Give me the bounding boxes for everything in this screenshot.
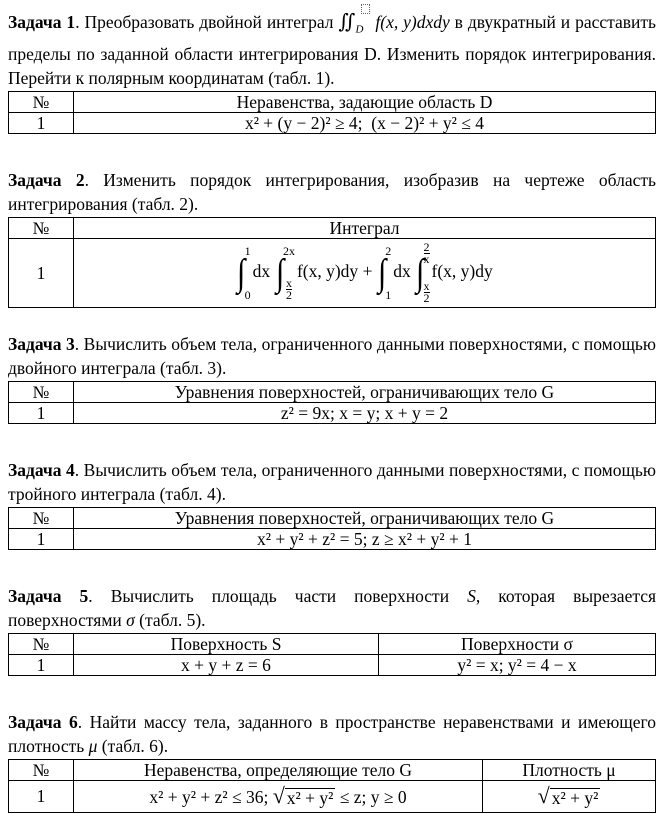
denominator: 2: [423, 290, 430, 305]
integral-3: ∫ 2 1: [377, 243, 392, 302]
row-surfaces-sigma: y² = x; y² = 4 − x: [379, 654, 656, 675]
header-equations: Уравнения поверхностей, ограничивающих тело G: [74, 381, 656, 402]
row-formula: [74, 238, 656, 307]
numerator: 2: [423, 239, 430, 254]
table-2: [8, 217, 656, 308]
symbol-sigma: σ: [126, 609, 135, 630]
row-density: [483, 780, 656, 812]
task-1-text: [8, 4, 656, 90]
task-2-title: Задача 2: [8, 169, 85, 190]
header-density: Плотность μ: [483, 759, 656, 780]
header-num: №: [9, 507, 74, 528]
task-1-title: Задача 1: [8, 12, 76, 32]
formula-part: ≤ z; y ≥ 0: [335, 787, 407, 807]
task-text: . Найти массу тела, заданного в пространстве неравенствами и имеющего плотность: [8, 711, 656, 756]
sqrt-icon: √: [537, 783, 550, 808]
task-3-title: Задача 3: [8, 333, 75, 354]
row-surface-s: x + y + z = 6: [74, 654, 379, 675]
task-4-title: Задача 4: [8, 459, 75, 480]
header-inequalities: Неравенства, определяющие тело G: [74, 759, 483, 780]
task-text: , которая вырезается поверхностями: [8, 585, 657, 630]
integrand: f(x, y)dy: [296, 260, 359, 281]
table-3: [8, 381, 656, 424]
task-text: (табл. 6).: [97, 735, 169, 756]
integrand: f(x, y)dxdy: [375, 12, 450, 32]
denominator: 2: [285, 287, 292, 302]
task-text: (табл. 5).: [134, 609, 206, 630]
task-text: . Вычислить площадь части поверхности: [88, 585, 468, 606]
task-6-title: Задача 6: [8, 711, 78, 732]
task-3: [8, 332, 656, 424]
row-formula: z² = 9x; x = y; x + y = 2: [74, 402, 656, 423]
task-text: в двукратный и расставить пределы по заданной области интегрирования D. Изменить порядок интегрирования. Перейти к полярным координатам (табл. 1).: [8, 12, 657, 88]
task-6-text: [8, 710, 656, 758]
integral-4: ∫ $\frac{2}{x}$ $\frac{x}{2}$: [416, 239, 430, 305]
header-surface-s: Поверхность S: [74, 633, 379, 654]
table-1: [8, 91, 656, 134]
table-4: [8, 507, 656, 550]
lower-limit: 1: [385, 287, 392, 302]
task-5: [8, 584, 656, 676]
document-page: [8, 4, 656, 813]
row-formula: x² + y² + z² = 5; z ≥ x² + y² + 1: [74, 528, 656, 549]
task-2: [8, 168, 656, 308]
task-2-text: [8, 168, 656, 216]
task-4-text: [8, 458, 656, 506]
row-num: 1: [9, 528, 74, 549]
integral-1: ∫ 1 0: [237, 243, 251, 302]
lower-limit: [423, 278, 430, 305]
row-inequalities: [74, 780, 483, 812]
symbol-mu: μ: [88, 735, 98, 756]
row-num: 1: [9, 238, 74, 307]
row-num: 1: [9, 654, 74, 675]
lower-limit: [283, 275, 295, 302]
numerator: x: [423, 278, 430, 293]
task-text: . Вычислить объем тела, ограниченного данными поверхностями, с помощью тройного интеграла (табл. 4).: [8, 459, 656, 504]
upper-limit: 2: [385, 243, 392, 258]
row-num: 1: [9, 112, 74, 133]
header-inequalities: Неравенства, задающие область D: [74, 91, 656, 112]
dx: dx: [393, 260, 411, 281]
sqrt-icon: √: [272, 783, 285, 808]
row-num: 1: [9, 780, 74, 812]
double-integral: [338, 11, 450, 36]
header-num: №: [9, 633, 74, 654]
plus: +: [362, 260, 373, 281]
radicand: x² + y²: [551, 788, 599, 808]
upper-limit: 2x: [282, 243, 295, 258]
integral-2: ∫ 2x $\frac{x}{2}$: [275, 243, 295, 302]
header-num: №: [9, 91, 74, 112]
formula-part: x² + y² + z² ≤ 36;: [149, 787, 273, 807]
symbol-s: S: [467, 585, 476, 606]
header-integral: Интеграл: [74, 217, 656, 238]
integral-domain: D: [355, 23, 364, 36]
dx: dx: [252, 260, 271, 281]
sqrt: [273, 785, 336, 807]
placeholder-box-icon: [361, 4, 370, 14]
denominator: x: [423, 251, 430, 266]
task-text: . Преобразовать двойной интеграл: [75, 12, 339, 32]
numerator: x: [285, 275, 292, 290]
integrand: f(x, y)dy: [431, 260, 493, 281]
table-6: [8, 759, 656, 813]
integral-symbol: ∬: [338, 11, 356, 33]
radicand: x² + y²: [286, 788, 334, 808]
upper-limit: [423, 239, 430, 266]
task-text: . Вычислить объем тела, ограниченного данными поверхностями, с помощью двойного интеграла (табл. 3).: [8, 333, 656, 378]
header-num: №: [9, 217, 74, 238]
row-num: 1: [9, 402, 74, 423]
header-num: №: [9, 381, 74, 402]
task-5-title: Задача 5: [8, 585, 89, 606]
task-text: . Изменить порядок интегрирования, изобразив на чертеже область интегрирования (табл. 2).: [8, 169, 656, 214]
task-4: [8, 458, 656, 550]
header-surfaces-sigma: Поверхности σ: [379, 633, 656, 654]
lower-limit: 0: [244, 287, 251, 302]
table-5: [8, 633, 656, 676]
task-6: [8, 710, 656, 813]
sqrt: [538, 785, 601, 807]
upper-limit: 1: [244, 243, 251, 258]
task-5-text: [8, 584, 656, 632]
task-3-text: [8, 332, 656, 380]
header-equations: Уравнения поверхностей, ограничивающих тело G: [74, 507, 656, 528]
row-formula: x² + (y − 2)² ≥ 4; (x − 2)² + y² ≤ 4: [74, 112, 656, 133]
header-num: №: [9, 759, 74, 780]
task-1: [8, 4, 656, 134]
